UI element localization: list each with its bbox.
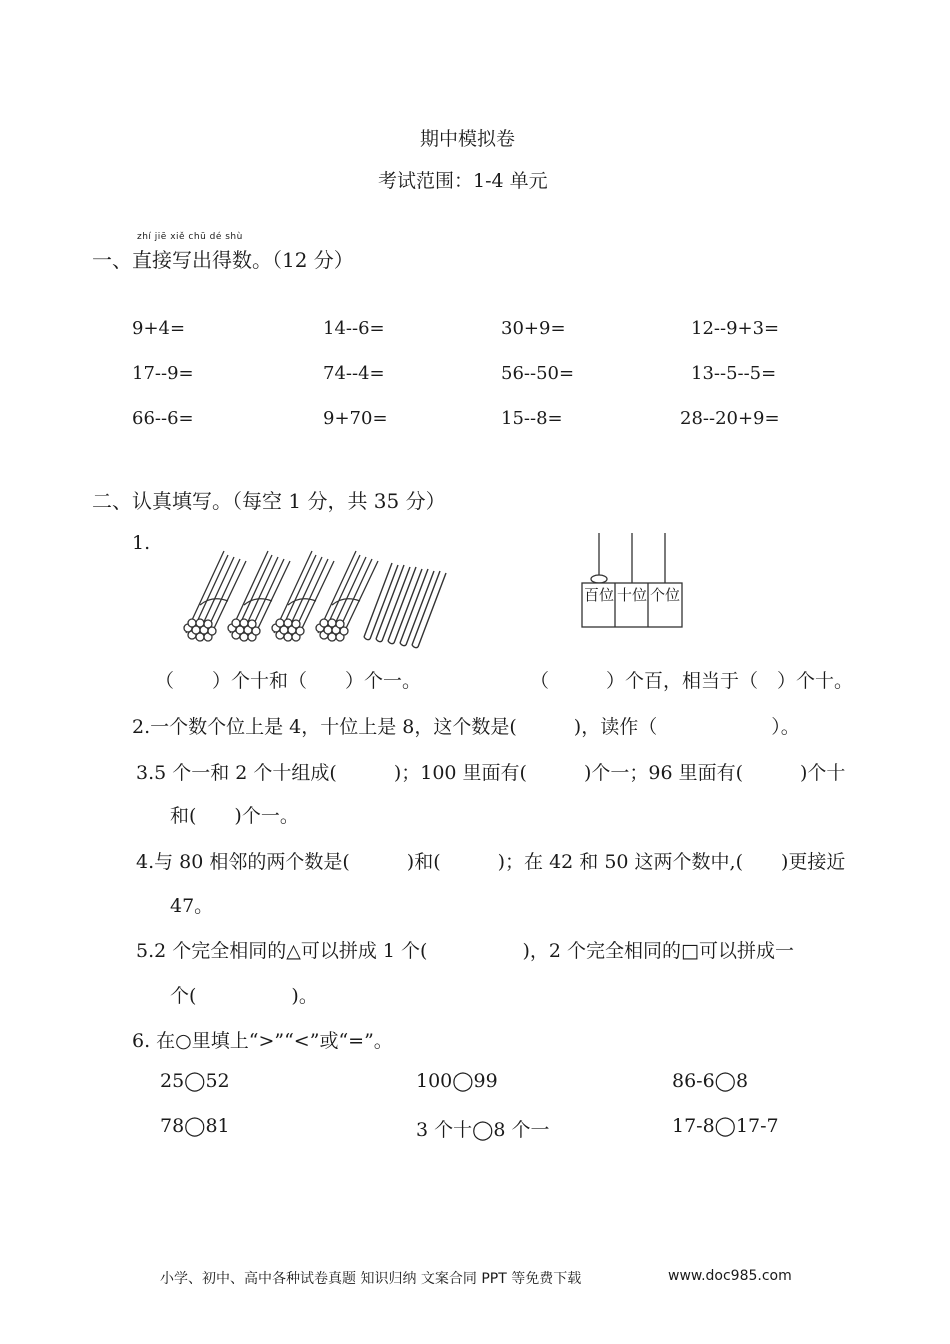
calc-problem: 14--6=: [323, 318, 385, 339]
question-6-heading: 6. 在○里填上“>”“<”或“=”。: [132, 1030, 393, 1052]
abacus-bead: [591, 575, 607, 583]
page-title: 期中模拟卷: [420, 128, 516, 150]
calc-problem: 12--9+3=: [691, 318, 780, 339]
pinyin-annotation: zhí jiē xiě chū dé shù: [137, 232, 243, 242]
calc-problem: 56--50=: [501, 363, 575, 384]
question-4: 4.与 80 相邻的两个数是( )和( )；在 42 和 50 这两个数中,( )更接近: [136, 851, 846, 873]
calc-problem: 17--9=: [132, 363, 194, 384]
calc-problem: 15--8=: [501, 408, 563, 429]
loose-sticks: [364, 563, 446, 648]
stick-bundles-illustration: [180, 545, 450, 655]
question-3: 3.5 个一和 2 个十组成( )；100 里面有( )个一；96 里面有( )个十: [136, 762, 846, 784]
question-1-left: （ ）个十和（ ）个一。: [155, 670, 422, 692]
section2-heading: 二、认真填写。（每空 1 分，共 35 分）: [92, 489, 446, 513]
abacus-label-ones: 个位: [650, 586, 681, 604]
question-1-right: （ ）个百，相当于（ ）个十。: [530, 670, 854, 692]
exam-scope: 考试范围：1-4 单元: [378, 170, 548, 192]
calc-problem: 28--20+9=: [680, 408, 780, 429]
footer-text: 小学、初中、高中各种试卷真题 知识归纳 文案合同 PPT 等免费下载: [160, 1271, 582, 1287]
compare-item: 100◯99: [416, 1070, 498, 1092]
calc-problem: 66--6=: [132, 408, 194, 429]
question-2: 2.一个数个位上是 4，十位上是 8，这个数是( )，读作（ ）。: [132, 716, 800, 738]
footer-site: www.doc985.com: [668, 1268, 792, 1284]
calc-problem: 30+9=: [501, 318, 566, 339]
question-4-cont: 47。: [170, 895, 214, 917]
abacus-label-tens: 十位: [617, 586, 648, 604]
abacus-illustration: [575, 530, 690, 630]
calc-problem: 9+4=: [132, 318, 186, 339]
compare-item: 3 个十◯8 个一: [416, 1119, 550, 1141]
compare-item: 17-8◯17-7: [672, 1115, 779, 1137]
calc-problem: 9+70=: [323, 408, 388, 429]
calc-problem: 74--4=: [323, 363, 385, 384]
question-5: 5.2 个完全相同的△可以拼成 1 个( )，2 个完全相同的□可以拼成一: [136, 940, 794, 962]
question-5-cont: 个( )。: [170, 985, 318, 1007]
question-3-cont: 和( )个一。: [170, 805, 299, 827]
abacus-label-hundreds: 百位: [584, 586, 615, 604]
question-number: 1.: [132, 532, 151, 554]
compare-item: 25◯52: [160, 1070, 230, 1092]
compare-item: 86-6◯8: [672, 1070, 749, 1092]
calc-problem: 13--5--5=: [691, 363, 777, 384]
section1-heading: 一、直接写出得数。（12 分）: [92, 248, 354, 272]
compare-item: 78◯81: [160, 1115, 230, 1137]
